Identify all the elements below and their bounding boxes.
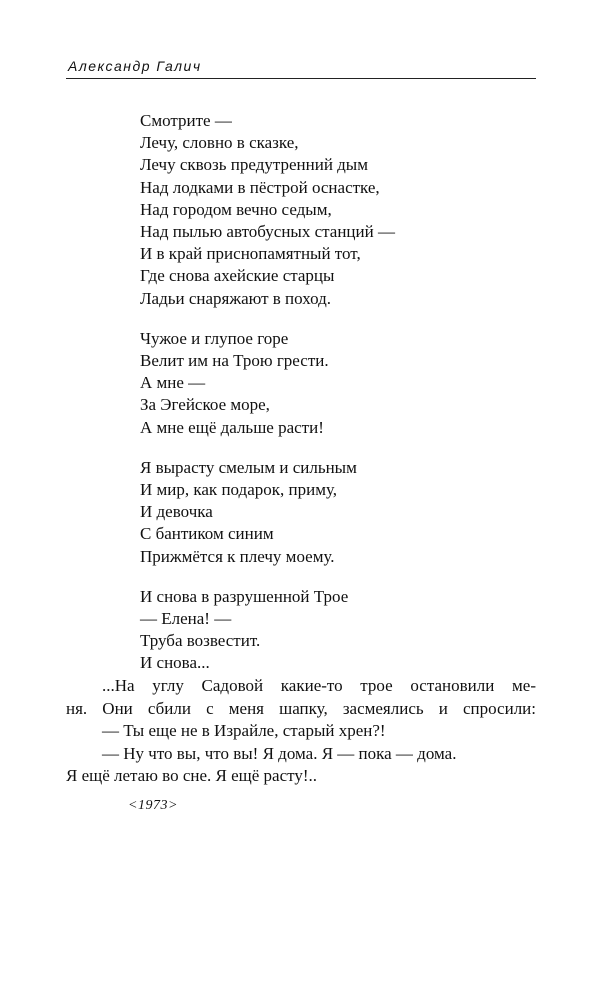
- poem-line: И девочка: [140, 502, 213, 522]
- prose-passage: [66, 675, 536, 788]
- poem-line: Над лодками в пёстрой оснастке,: [140, 177, 380, 197]
- poem-line: И снова в разрушенной Трое: [140, 586, 349, 606]
- poem-line: Над пылью автобусных станций —: [140, 222, 395, 242]
- poem-line: Чужое и глупое горе: [140, 328, 289, 348]
- poem-line: Лечу, словно в сказке,: [140, 133, 299, 153]
- stanza-2: [140, 328, 520, 439]
- poem-line: А мне —: [140, 373, 206, 393]
- poem-line: Велит им на Трою грести.: [140, 351, 329, 371]
- poem-line: Смотрите —: [140, 111, 232, 130]
- prose-line: — Ты еще не в Израйле, старый хрен?!: [102, 721, 386, 740]
- poem-line: Ладьи снаряжают в поход.: [140, 288, 331, 308]
- poem-line: И мир, как подарок, приму,: [140, 480, 338, 500]
- poem-line: Над городом вечно седым,: [140, 199, 332, 219]
- poem-line: А мне ещё дальше расти!: [140, 417, 324, 437]
- stanza-4: [140, 586, 520, 675]
- poem-line: Где снова ахейские старцы: [140, 266, 335, 286]
- prose-line: — Ну что вы, что вы! Я дома. Я — пока — дома.: [102, 743, 457, 763]
- poem-line: — Елена! —: [140, 609, 232, 629]
- poem-line: Лечу сквозь предутренний дым: [140, 155, 368, 175]
- header-rule: [66, 78, 536, 79]
- poem-line: Труба возвестит.: [140, 631, 261, 651]
- prose-line: ня. Они сбили с меня шапку, засмеялись и спросили:: [66, 698, 536, 718]
- running-header-author: Александр Галич: [68, 58, 202, 74]
- prose-line: ...На углу Садовой какие-то трое остановили ме-: [102, 676, 536, 695]
- poem-line: За Эгейское море,: [140, 395, 270, 415]
- poem-line: С бантиком синим: [140, 524, 274, 544]
- poem-line: И в край приснопамятный тот,: [140, 244, 361, 264]
- prose-line: Я ещё летаю во сне. Я ещё расту!..: [66, 766, 318, 785]
- poem-line: Прижмётся к плечу моему.: [140, 546, 335, 566]
- stanza-3: [140, 457, 520, 568]
- stanza-1: [140, 110, 520, 310]
- date-stamp: <1973>: [128, 798, 178, 813]
- poem: [140, 110, 520, 693]
- poem-line: И снова...: [140, 653, 210, 673]
- poem-line: Я вырасту смелым и сильным: [140, 457, 357, 477]
